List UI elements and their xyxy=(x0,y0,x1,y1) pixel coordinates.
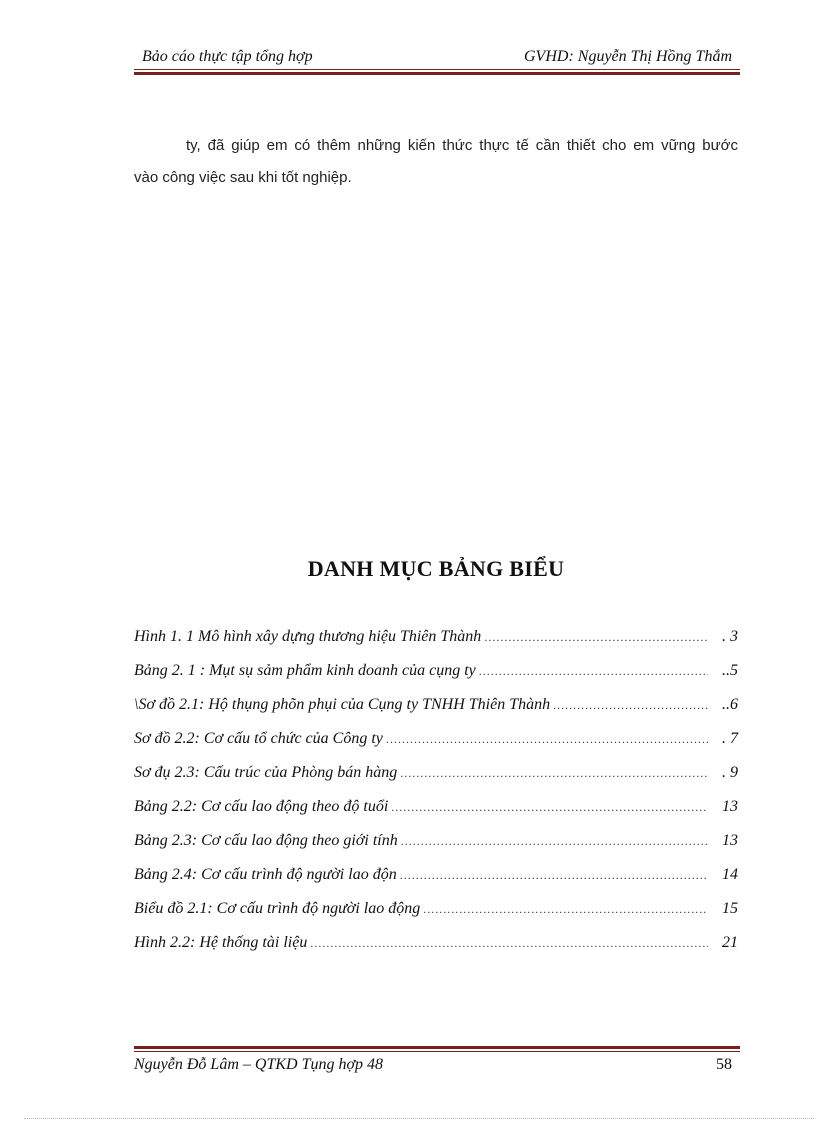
list-of-tables-title: DANH MỤC BẢNG BIỂU xyxy=(307,556,565,581)
toc-entry-label: Bảng 2.4: Cơ cấu trình độ người lao độn xyxy=(134,866,397,883)
toc-dot-leader xyxy=(479,664,708,679)
toc-dot-leader xyxy=(391,800,708,815)
footer-author: Nguyễn Đỗ Lâm – QTKD Tụng hợp 48 xyxy=(134,1056,383,1073)
page-bottom-edge xyxy=(24,1118,814,1120)
toc-dot-leader xyxy=(401,834,708,849)
toc-entry-label: Hình 2.2: Hệ thống tài liệu xyxy=(134,934,308,951)
toc-entry[interactable] xyxy=(134,662,738,696)
toc-entry-label: Sơ đụ 2.3: Cấu trúc của Phòng bán hàng xyxy=(134,764,398,781)
toc-entry[interactable] xyxy=(134,628,738,662)
body-line-2: vào công việc sau khi tốt nghiệp. xyxy=(134,169,352,186)
toc-entry-label: \Sơ đồ 2.1: Hộ thụng phõn phụi của Cụng ty TNHH Thiên Thành xyxy=(134,696,551,713)
toc-entry-page: 14 xyxy=(722,866,738,883)
header-report-title: Bảo cáo thực tập tổng hợp xyxy=(142,48,313,65)
footer-rule-thin xyxy=(134,1051,740,1052)
toc-dot-leader xyxy=(386,732,708,747)
header-rule-thin xyxy=(134,69,740,70)
toc-entry-page: ..5 xyxy=(722,662,738,679)
footer-rule-thick xyxy=(134,1046,740,1049)
toc-entry[interactable] xyxy=(134,696,738,730)
toc-entry[interactable] xyxy=(134,764,738,798)
page-number: 58 xyxy=(716,1056,732,1073)
body-line-1: ty, đã giúp em có thêm những kiến thức thực tế cần thiết cho em vững bước xyxy=(186,137,738,154)
toc-dot-leader xyxy=(400,868,708,883)
page-header xyxy=(134,48,740,68)
toc-entry-page: ..6 xyxy=(722,696,738,713)
toc-dot-leader xyxy=(423,902,708,917)
toc-entry-page: 21 xyxy=(722,934,738,951)
toc-entry[interactable] xyxy=(134,798,738,832)
table-of-figures xyxy=(134,628,738,968)
toc-dot-leader xyxy=(484,630,708,645)
toc-entry[interactable] xyxy=(134,934,738,968)
toc-entry-page: . 9 xyxy=(722,764,738,781)
toc-entry-label: Bảng 2.3: Cơ cấu lao động theo giới tính xyxy=(134,832,398,849)
toc-dot-leader xyxy=(553,698,708,713)
toc-entry-label: Bảng 2.2: Cơ cấu lao động theo độ tuổi xyxy=(134,798,389,815)
toc-entry[interactable] xyxy=(134,832,738,866)
toc-entry-label: Bảng 2. 1 : Mụt sụ sảm phẩm kinh doanh của cụng ty xyxy=(134,662,476,679)
header-supervisor: GVHD: Nguyễn Thị Hồng Thắm xyxy=(524,48,732,65)
toc-entry-page: . 3 xyxy=(722,628,738,645)
page-footer xyxy=(134,1056,738,1076)
toc-entry-page: 15 xyxy=(722,900,738,917)
toc-entry-page: . 7 xyxy=(722,730,738,747)
body-paragraph xyxy=(134,130,738,194)
toc-dot-leader xyxy=(310,936,708,951)
toc-dot-leader xyxy=(400,766,708,781)
toc-entry-page: 13 xyxy=(722,798,738,815)
toc-entry[interactable] xyxy=(134,900,738,934)
toc-entry[interactable] xyxy=(134,730,738,764)
toc-entry-label: Biểu đồ 2.1: Cơ cấu trình độ người lao động xyxy=(134,900,421,917)
header-rule-thick xyxy=(134,72,740,75)
toc-entry[interactable] xyxy=(134,866,738,900)
toc-entry-page: 13 xyxy=(722,832,738,849)
toc-entry-label: Sơ đồ 2.2: Cơ cấu tổ chức của Công ty xyxy=(134,730,383,747)
toc-entry-label: Hình 1. 1 Mô hình xây dựng thương hiệu Thiên Thành xyxy=(134,628,482,645)
